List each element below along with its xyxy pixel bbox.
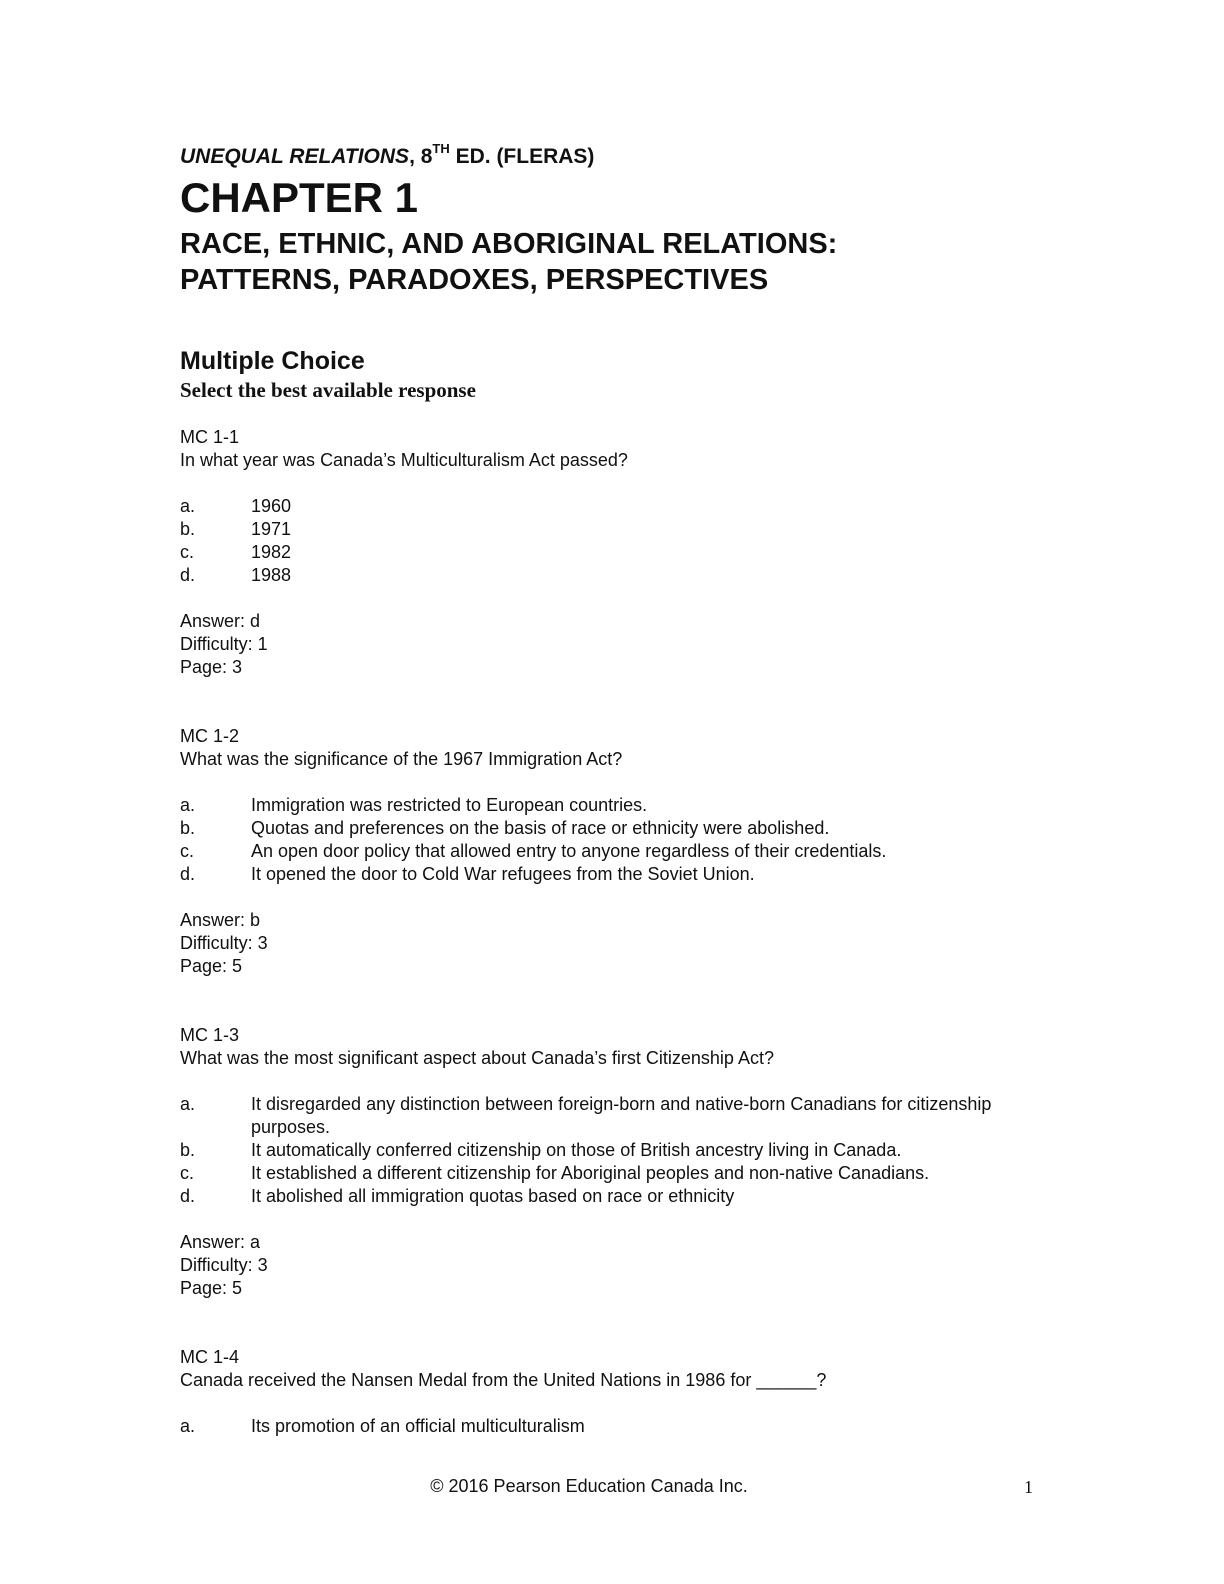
- difficulty-line: Difficulty: 3: [180, 1255, 268, 1275]
- question-id: MC 1-3: [180, 1025, 240, 1045]
- option-letter: a.: [180, 496, 196, 516]
- option-letter: b.: [180, 818, 196, 838]
- option-item: [180, 1415, 1050, 1438]
- footer-page-number: 1: [1024, 1477, 1033, 1497]
- option-text: 1971: [251, 519, 292, 539]
- option-item: [180, 817, 1050, 840]
- option-item: [180, 495, 1050, 518]
- option-text: 1988: [251, 565, 292, 585]
- answer-meta: [180, 1231, 1050, 1300]
- question-block: [180, 1024, 1050, 1300]
- option-letter: b.: [180, 1140, 196, 1160]
- edition-superscript: TH: [432, 141, 450, 156]
- answer-meta: [180, 610, 1050, 679]
- edition-author: ED. (FLERAS): [449, 145, 595, 168]
- difficulty-line: Difficulty: 3: [180, 933, 268, 953]
- option-letter: d.: [180, 864, 196, 884]
- question-block: [180, 1346, 1050, 1438]
- option-text: It abolished all immigration quotas based on race or ethnicity: [251, 1186, 735, 1206]
- answer-line: Answer: a: [180, 1232, 261, 1252]
- chapter-title-line-1: RACE, ETHNIC, AND ABORIGINAL RELATIONS:: [180, 228, 838, 260]
- question-text: Canada received the Nansen Medal from the United Nations in 1986 for ______?: [180, 1370, 827, 1390]
- question-id: MC 1-1: [180, 427, 240, 447]
- answer-meta: [180, 909, 1050, 978]
- option-item: [180, 794, 1050, 817]
- question-text: What was the most significant aspect about Canada’s first Citizenship Act?: [180, 1048, 774, 1068]
- option-text: 1960: [251, 496, 292, 516]
- option-letter: c.: [180, 841, 195, 861]
- option-text: It automatically conferred citizenship on those of British ancestry living in Canada.: [251, 1140, 902, 1160]
- option-item: [180, 1093, 1050, 1139]
- edition-separator: , 8: [409, 145, 433, 168]
- option-text: It disregarded any distinction between foreign-born and native-born Canadians for citizenship purposes.: [251, 1094, 992, 1137]
- option-text: Quotas and preferences on the basis of race or ethnicity were abolished.: [251, 818, 830, 838]
- option-text: Its promotion of an official multiculturalism: [251, 1416, 585, 1436]
- footer-copyright: © 2016 Pearson Education Canada Inc.: [430, 1476, 748, 1496]
- question-block: [180, 426, 1050, 679]
- option-list: [180, 495, 1050, 587]
- option-item: [180, 863, 1050, 886]
- option-text: It opened the door to Cold War refugees from the Soviet Union.: [251, 864, 755, 884]
- option-letter: a.: [180, 795, 196, 815]
- chapter-title-line-2: PATTERNS, PARADOXES, PERSPECTIVES: [180, 264, 769, 296]
- option-letter: d.: [180, 1186, 196, 1206]
- page-line: Page: 5: [180, 1278, 243, 1298]
- section-title: Multiple Choice: [180, 347, 365, 375]
- question-id: MC 1-2: [180, 726, 240, 746]
- option-text: Immigration was restricted to European countries.: [251, 795, 648, 815]
- difficulty-line: Difficulty: 1: [180, 634, 268, 654]
- answer-line: Answer: b: [180, 910, 261, 930]
- page-line: Page: 5: [180, 956, 243, 976]
- answer-line: Answer: d: [180, 611, 261, 631]
- option-item: [180, 840, 1050, 863]
- book-title-line: [180, 142, 1050, 172]
- document-page: [180, 142, 1050, 1438]
- option-list: [180, 794, 1050, 886]
- question-id: MC 1-4: [180, 1347, 240, 1367]
- option-item: [180, 564, 1050, 587]
- option-item: [180, 518, 1050, 541]
- option-letter: c.: [180, 542, 195, 562]
- book-title: UNEQUAL RELATIONS: [180, 145, 410, 168]
- option-item: [180, 541, 1050, 564]
- option-list: [180, 1415, 1050, 1438]
- option-letter: b.: [180, 519, 196, 539]
- question-block: [180, 725, 1050, 978]
- option-letter: a.: [180, 1416, 196, 1436]
- option-letter: c.: [180, 1163, 195, 1183]
- chapter-heading: CHAPTER 1: [180, 174, 419, 221]
- question-text: What was the significance of the 1967 Immigration Act?: [180, 749, 623, 769]
- option-item: [180, 1162, 1050, 1185]
- option-text: An open door policy that allowed entry to anyone regardless of their credentials.: [251, 841, 887, 861]
- option-letter: a.: [180, 1094, 196, 1114]
- option-item: [180, 1185, 1050, 1208]
- option-text: It established a different citizenship for Aboriginal peoples and non-native Canadians.: [251, 1163, 930, 1183]
- page-line: Page: 3: [180, 657, 243, 677]
- option-text: 1982: [251, 542, 292, 562]
- section-instruction: Select the best available response: [180, 378, 476, 402]
- question-text: In what year was Canada’s Multiculturalism Act passed?: [180, 450, 628, 470]
- option-letter: d.: [180, 565, 196, 585]
- option-item: [180, 1139, 1050, 1162]
- option-list: [180, 1093, 1050, 1208]
